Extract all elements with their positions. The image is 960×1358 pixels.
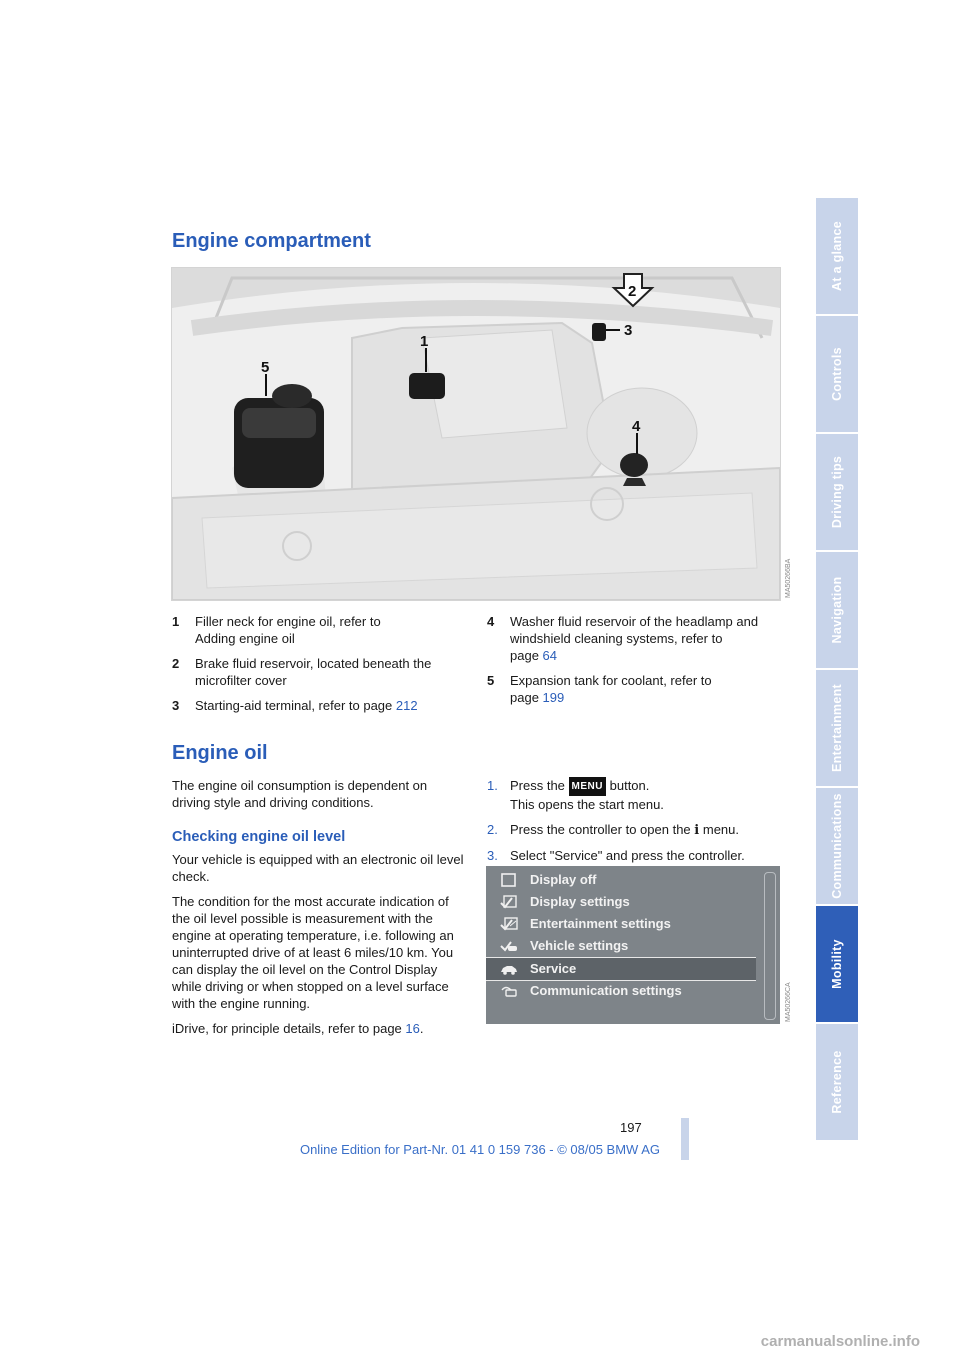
menu-item-communication-settings[interactable]: Communication settings	[486, 980, 756, 1002]
watermark: carmanualsonline.info	[760, 1333, 920, 1350]
tab-communications[interactable]: Communications	[816, 788, 858, 906]
page-number: 197	[620, 1120, 642, 1135]
legend-item-1: 1 Filler neck for engine oil, refer to Adding engine oil	[172, 614, 381, 646]
image-code-engine: MA50266BA	[785, 558, 792, 598]
legend-left	[172, 613, 457, 722]
menu-item-display-settings[interactable]: Display settings	[486, 891, 756, 913]
page-link-199[interactable]: 199	[542, 690, 565, 705]
engine-compartment-illustration	[171, 267, 781, 601]
callout-1: 1	[420, 333, 429, 350]
menu-button-icon: MENU	[569, 777, 606, 796]
tab-driving-tips[interactable]: Driving tips	[816, 434, 858, 552]
step-3: 3. Select "Service" and press the controller.	[487, 848, 745, 863]
vehicle-settings-icon	[500, 939, 518, 953]
tab-mobility[interactable]: Mobility	[816, 906, 858, 1024]
legend-right	[487, 613, 782, 714]
footer-edition: Online Edition for Part-Nr. 01 41 0 159 736 - © 08/05 BMW AG	[299, 1142, 661, 1157]
control-display-menu	[486, 866, 780, 1024]
page-link-16[interactable]: 16	[405, 1021, 420, 1036]
legend-item-3: 3 Starting-aid terminal, refer to page 212	[172, 698, 418, 713]
menu-scrollbar	[764, 872, 776, 1020]
oil-para-3: iDrive, for principle details, refer to page 16.	[172, 1021, 424, 1036]
menu-item-entertainment-settings[interactable]: Entertainment settings	[486, 913, 756, 935]
tab-navigation[interactable]: Navigation	[816, 552, 858, 670]
menu-item-service[interactable]: Service	[486, 957, 756, 981]
legend-item-2: 2 Brake fluid reservoir, located beneath the microfilter cover	[172, 656, 432, 688]
tab-controls[interactable]: Controls	[816, 316, 858, 434]
tab-at-a-glance[interactable]: At a glance	[816, 198, 858, 316]
callout-4: 4	[632, 418, 641, 435]
callout-3: 3	[624, 322, 633, 339]
oil-steps	[487, 777, 782, 872]
step-2: 2. Press the controller to open the i menu.	[487, 822, 740, 838]
communication-icon	[500, 984, 518, 998]
legend-item-4: 4 Washer fluid reservoir of the headlamp and windshield cleaning systems, refer to page 64	[487, 614, 759, 663]
menu-item-vehicle-settings[interactable]: Vehicle settings	[486, 935, 756, 957]
page-link-64[interactable]: 64	[542, 648, 558, 663]
legend-item-5: 5 Expansion tank for coolant, refer to page 199	[487, 673, 712, 705]
tab-entertainment[interactable]: Entertainment	[816, 670, 858, 788]
section-title-engine-compartment: Engine compartment	[172, 230, 371, 252]
tab-reference[interactable]: Reference	[816, 1024, 858, 1142]
oil-left-column	[172, 777, 462, 819]
entertainment-icon	[500, 917, 518, 931]
page-link-212[interactable]: 212	[395, 698, 418, 713]
service-car-icon	[500, 962, 518, 976]
section-title-engine-oil: Engine oil	[172, 742, 268, 764]
oil-para-1: Your vehicle is equipped with an electronic oil level check.	[172, 852, 464, 884]
image-code-menu: MA50266CA	[785, 982, 792, 1022]
checkbox-empty-icon	[500, 873, 518, 887]
callout-5: 5	[261, 359, 270, 376]
chapter-tabs	[816, 198, 858, 1142]
checkbox-checked-icon	[500, 895, 518, 909]
menu-item-display-off[interactable]: Display off	[486, 869, 756, 891]
callout-2: 2	[628, 283, 637, 300]
oil-para-2: The condition for the most accurate indication of the oil level possible is measurement with the engine at operating temperature, i.e. following an uninterrupted drive of at least 6 miles/10 km. You can display the oil level on the Control Display while driving or when stopped on a level surface with the engine running.	[172, 894, 454, 1011]
subsection-title-checking-oil: Checking engine oil level	[172, 829, 346, 845]
oil-check-text	[172, 851, 464, 1045]
info-icon: i	[694, 823, 700, 838]
oil-intro: The engine oil consumption is dependent on driving style and driving conditions.	[172, 778, 428, 810]
step-1: 1. Press the MENU button. This opens the start menu.	[487, 778, 664, 812]
